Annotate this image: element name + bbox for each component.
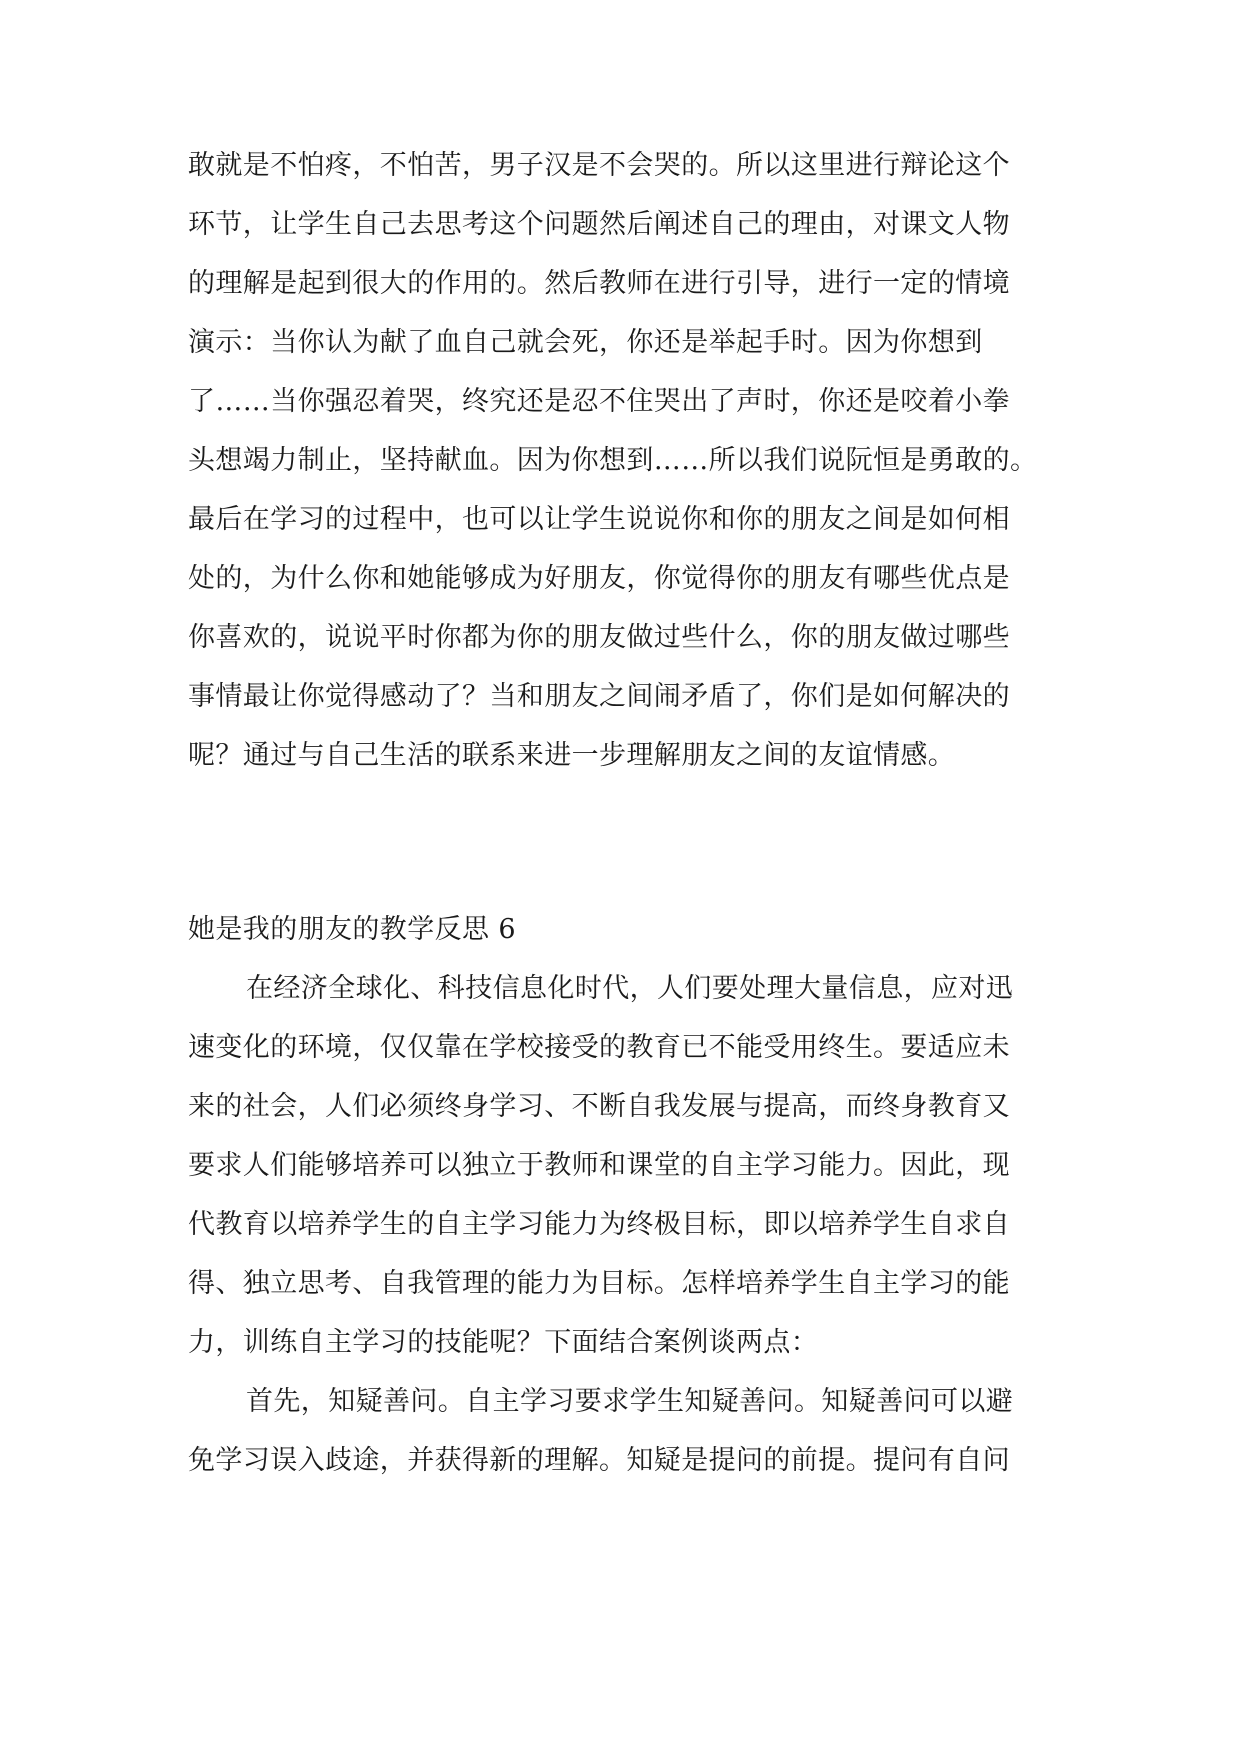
paragraph-line: 免学习误入歧途，并获得新的理解。知疑是提问的前提。提问有自问 <box>188 1445 1010 1476</box>
paragraph-line: 头想竭力制止，坚持献血。因为你想到……所以我们说阮恒是勇敢的。 <box>188 445 1038 476</box>
paragraph-line: 速变化的环境，仅仅靠在学校接受的教育已不能受用终生。要适应未 <box>188 1032 1010 1063</box>
paragraph-line: 敢就是不怕疼，不怕苦，男子汉是不会哭的。所以这里进行辩论这个 <box>188 150 1010 181</box>
paragraph-line: 处的，为什么你和她能够成为好朋友，你觉得你的朋友有哪些优点是 <box>188 563 1010 594</box>
paragraph-line: 事情最让你觉得感动了？当和朋友之间闹矛盾了，你们是如何解决的 <box>188 681 1010 712</box>
paragraph-line: 得、独立思考、自我管理的能力为目标。怎样培养学生自主学习的能 <box>188 1268 1010 1299</box>
paragraph-line: 呢？通过与自己生活的联系来进一步理解朋友之间的友谊情感。 <box>188 740 956 771</box>
paragraph-line: 代教育以培养学生的自主学习能力为终极目标，即以培养学生自求自 <box>188 1209 1010 1240</box>
paragraph-line: 在经济全球化、科技信息化时代，人们要处理大量信息，应对迅 <box>246 973 1014 1004</box>
paragraph-line: 最后在学习的过程中，也可以让学生说说你和你的朋友之间是如何相 <box>188 504 1010 535</box>
paragraph-line: 力，训练自主学习的技能呢？下面结合案例谈两点： <box>188 1327 819 1358</box>
section-heading: 她是我的朋友的教学反思 6 <box>188 914 516 945</box>
paragraph-line: 首先，知疑善问。自主学习要求学生知疑善问。知疑善问可以避 <box>246 1386 1014 1417</box>
paragraph-line: 了……当你强忍着哭，终究还是忍不住哭出了声时，你还是咬着小拳 <box>188 386 1010 417</box>
paragraph-line: 你喜欢的，说说平时你都为你的朋友做过些什么，你的朋友做过哪些 <box>188 622 1010 653</box>
paragraph-line: 的理解是起到很大的作用的。然后教师在进行引导，进行一定的情境 <box>188 268 1010 299</box>
paragraph-line: 来的社会，人们必须终身学习、不断自我发展与提高，而终身教育又 <box>188 1091 1010 1122</box>
paragraph-line: 演示：当你认为献了血自己就会死，你还是举起手时。因为你想到 <box>188 327 983 358</box>
paragraph-line: 环节，让学生自己去思考这个问题然后阐述自己的理由，对课文人物 <box>188 209 1010 240</box>
paragraph-line: 要求人们能够培养可以独立于教师和课堂的自主学习能力。因此，现 <box>188 1150 1010 1181</box>
